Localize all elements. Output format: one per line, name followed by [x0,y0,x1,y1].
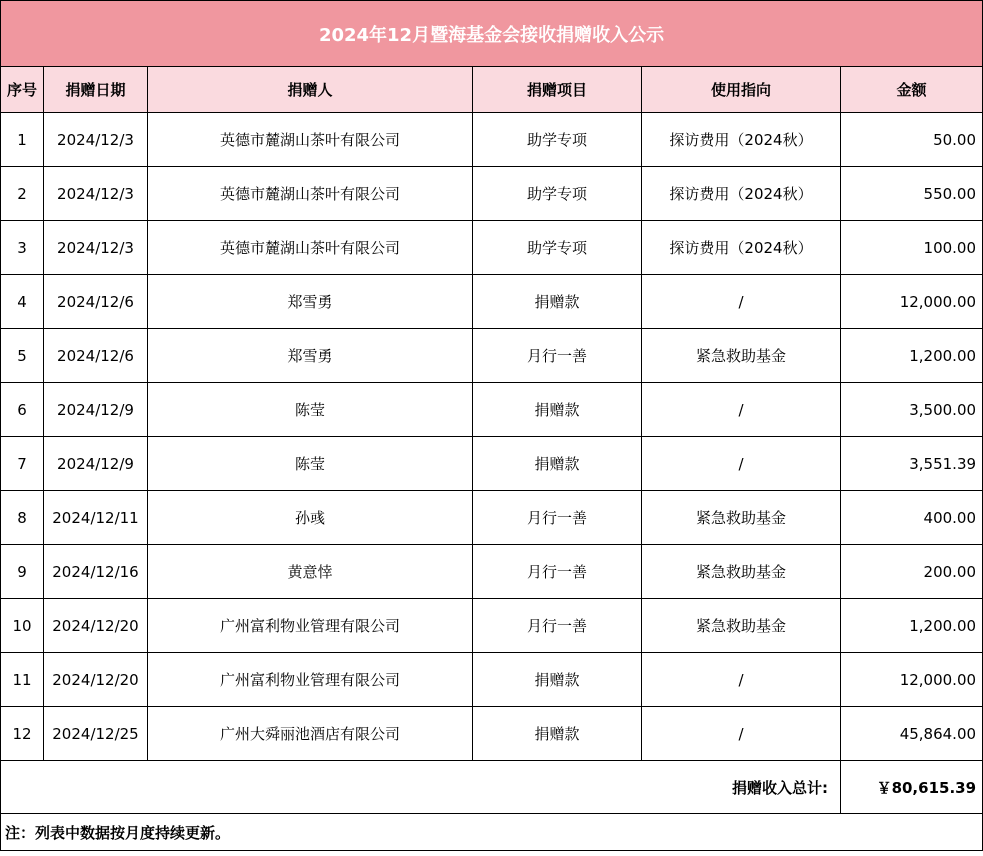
header-no: 序号 [1,67,44,113]
cell-project: 捐赠款 [473,707,642,761]
cell-donor: 孙彧 [148,491,473,545]
cell-amount: 550.00 [841,167,983,221]
cell-date: 2024/12/11 [44,491,148,545]
cell-amount: 400.00 [841,491,983,545]
cell-usage: / [642,383,841,437]
header-amount: 金额 [841,67,983,113]
cell-date: 2024/12/6 [44,275,148,329]
cell-usage: / [642,437,841,491]
cell-usage: / [642,275,841,329]
cell-amount: 3,551.39 [841,437,983,491]
header-usage: 使用指向 [642,67,841,113]
cell-no: 6 [1,383,44,437]
table-row [1,437,983,491]
cell-date: 2024/12/20 [44,599,148,653]
cell-no: 3 [1,221,44,275]
cell-project: 助学专项 [473,113,642,167]
cell-amount: 3,500.00 [841,383,983,437]
table-row [1,599,983,653]
cell-usage: / [642,707,841,761]
cell-date: 2024/12/25 [44,707,148,761]
cell-donor: 广州富利物业管理有限公司 [148,599,473,653]
cell-donor: 郑雪勇 [148,275,473,329]
table-row [1,329,983,383]
cell-date: 2024/12/16 [44,545,148,599]
total-value: ￥80,615.39 [841,761,983,814]
cell-date: 2024/12/9 [44,437,148,491]
cell-donor: 郑雪勇 [148,329,473,383]
table-row [1,275,983,329]
cell-no: 7 [1,437,44,491]
cell-usage: 紧急救助基金 [642,329,841,383]
cell-donor: 广州大舜丽池酒店有限公司 [148,707,473,761]
cell-donor: 英德市麓湖山茶叶有限公司 [148,221,473,275]
cell-amount: 50.00 [841,113,983,167]
cell-project: 月行一善 [473,545,642,599]
cell-usage: 紧急救助基金 [642,491,841,545]
cell-usage: / [642,653,841,707]
header-row [1,67,983,113]
cell-date: 2024/12/9 [44,383,148,437]
cell-project: 月行一善 [473,329,642,383]
cell-no: 8 [1,491,44,545]
header-donor: 捐赠人 [148,67,473,113]
cell-date: 2024/12/3 [44,221,148,275]
note-text: 注：列表中数据按月度持续更新。 [1,814,983,851]
cell-usage: 探访费用（2024秋） [642,221,841,275]
cell-amount: 12,000.00 [841,653,983,707]
total-label: 捐赠收入总计: [1,761,841,814]
cell-project: 助学专项 [473,167,642,221]
cell-no: 1 [1,113,44,167]
table-row [1,653,983,707]
note-row [1,814,983,851]
cell-date: 2024/12/6 [44,329,148,383]
table-row [1,707,983,761]
cell-amount: 200.00 [841,545,983,599]
cell-usage: 探访费用（2024秋） [642,167,841,221]
cell-donor: 英德市麓湖山茶叶有限公司 [148,167,473,221]
cell-no: 12 [1,707,44,761]
cell-date: 2024/12/3 [44,113,148,167]
cell-project: 捐赠款 [473,653,642,707]
table-row [1,545,983,599]
table-row [1,167,983,221]
cell-project: 月行一善 [473,491,642,545]
cell-project: 助学专项 [473,221,642,275]
cell-no: 10 [1,599,44,653]
cell-amount: 45,864.00 [841,707,983,761]
table-row [1,221,983,275]
cell-donor: 英德市麓湖山茶叶有限公司 [148,113,473,167]
cell-donor: 陈莹 [148,383,473,437]
cell-no: 5 [1,329,44,383]
cell-amount: 12,000.00 [841,275,983,329]
cell-no: 11 [1,653,44,707]
table-row [1,113,983,167]
total-row [1,761,983,814]
cell-no: 9 [1,545,44,599]
cell-project: 捐赠款 [473,437,642,491]
cell-date: 2024/12/20 [44,653,148,707]
cell-project: 捐赠款 [473,383,642,437]
table-row [1,383,983,437]
header-project: 捐赠项目 [473,67,642,113]
table-row [1,491,983,545]
cell-donor: 陈莹 [148,437,473,491]
cell-amount: 100.00 [841,221,983,275]
cell-amount: 1,200.00 [841,329,983,383]
cell-usage: 探访费用（2024秋） [642,113,841,167]
cell-project: 捐赠款 [473,275,642,329]
cell-donor: 黄意悻 [148,545,473,599]
table-title: 2024年12月暨海基金会接收捐赠收入公示 [1,1,983,67]
cell-usage: 紧急救助基金 [642,545,841,599]
cell-usage: 紧急救助基金 [642,599,841,653]
cell-no: 4 [1,275,44,329]
header-date: 捐赠日期 [44,67,148,113]
cell-amount: 1,200.00 [841,599,983,653]
cell-donor: 广州富利物业管理有限公司 [148,653,473,707]
cell-date: 2024/12/3 [44,167,148,221]
cell-no: 2 [1,167,44,221]
cell-project: 月行一善 [473,599,642,653]
